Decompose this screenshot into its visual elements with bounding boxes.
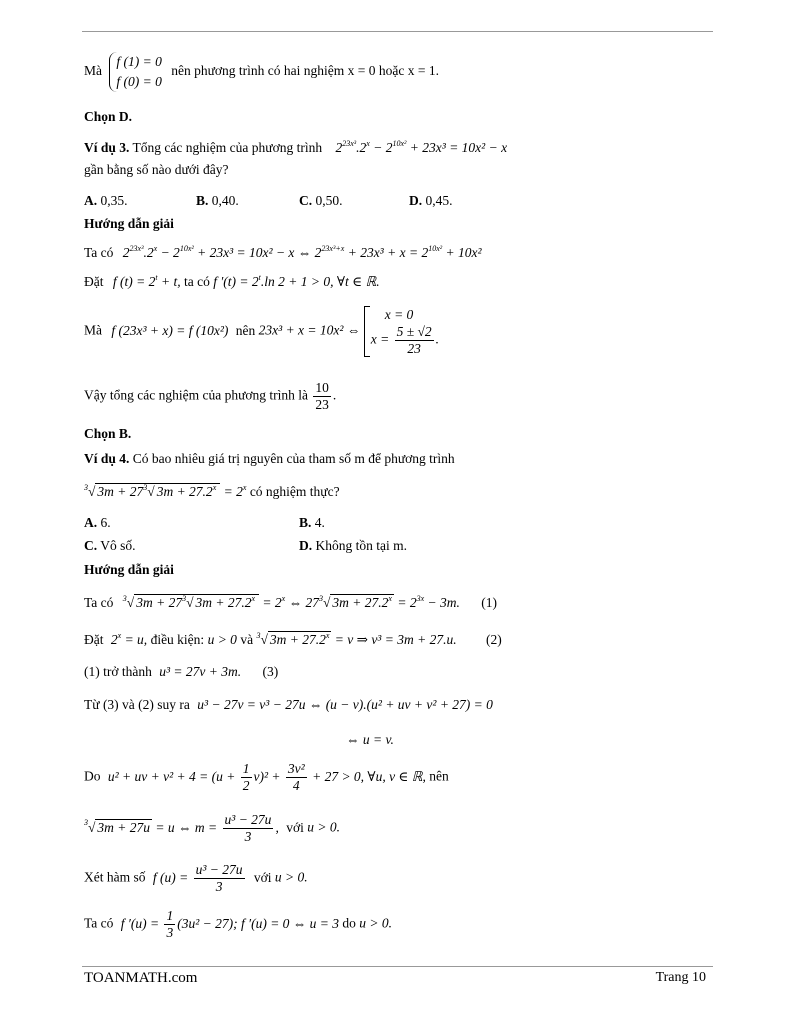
solution-2-line-7: $^3$√ 3m + 27u = u ⇔ m = $\frac{\text{u³ − 27u}}{3}$ , với u > 0.	[84, 812, 340, 844]
example-4-question: Ví dụ 4. Có bao nhiêu giá trị nguyên của tham số m để phương trình	[84, 451, 455, 466]
root-bracket: x = 0 x = $\frac{5 \pm √2}{23}$ .	[364, 306, 445, 357]
solution-2-line-5: ⇔ u = v.	[346, 732, 394, 747]
example-3-equation: $2^{23x^3}.2^x - 2^{10x^2} + 23x^3 = 10x^2 - x$	[335, 138, 508, 155]
solution-2-line-1: Ta có $^3$√ $3m + 27^3√$ $3m + 27.2^x = 2^x$ ⇔ $27^3√$ $3m + 27.2^x = 2^{3x} - 3m$. (1)	[84, 593, 497, 610]
footer-page-number: Trang 10	[655, 970, 706, 985]
solution-2-line-9: Ta có f ′(u) = $\frac{1}{3}$ (3u² − 27); f ′(u) = 0 ⇔ u = 3 do u > 0.	[84, 908, 393, 940]
example-4-equation: $^3$√ $3m + 27^3√$ $3m + 27.2^x = 2^x$ có nghiệm thực?	[84, 482, 340, 499]
text-ma: Mà	[84, 63, 102, 79]
answer-chon-d: Chọn D.	[84, 109, 133, 124]
example-3-question: Ví dụ 3. Tổng các nghiệm của phương trình $2^{23x^3}.2^x - 2^{10x^2} + 23x^3 = 10x^2 - x$	[84, 138, 508, 155]
line-ma-system	[84, 52, 439, 92]
equation-system: f (1) = 0 f (0) = 0	[109, 52, 167, 92]
footer-rule	[82, 966, 713, 967]
solution-2-line-6: Do u² + uv + v² + 4 = (u + $\frac{1}{2}$ v)² + $\frac{\text{3v²}}{4}$ + 27 > 0, ∀u, v ∈ ℝ, nên	[84, 761, 449, 793]
answer-chon-b: Chọn B.	[84, 426, 132, 441]
solution-2-line-3: (1) trở thành u³ = 27v + 3m. (3)	[84, 664, 279, 679]
solution-heading-2: Hướng dẫn giải	[84, 562, 174, 577]
text-two-roots: nên phương trình có hai nghiệm x = 0 hoặc x = 1.	[171, 63, 439, 79]
solution-1-line-1: Ta có $2^{23x^3}.2^x - 2^{10x^2} + 23x^3 = 10x^2 - x$ ⇔ $2^{23x^3+x} + 23x^3 + x = 2^{10x^2} + 10x^2$	[84, 243, 482, 260]
solution-heading-1: Hướng dẫn giải	[84, 216, 174, 231]
solution-1-line-2: Đặt f $(t) = 2^t + t$, ta có f $'(t) = 2^t.\ln$ 2 + 1 > 0, ∀t ∈ ℝ.	[84, 272, 380, 289]
footer-brand: TOANMATH.com	[84, 970, 198, 986]
solution-1-sum: Vậy tổng các nghiệm của phương trình là $\frac{10}{23}$ .	[84, 380, 337, 412]
solution-1-line-3: Mà f (23x³ + x) = f (10x²) nên 23x³ + x = 10x² ⇔ x = 0 x = $\frac{5 \pm √2}{23}$ .	[84, 306, 445, 357]
solution-2-line-8: Xét hàm số f (u) = $\frac{\text{u³ − 27u}}{3}$ với u > 0.	[84, 862, 308, 894]
header-rule	[82, 31, 713, 32]
solution-2-line-4: Từ (3) và (2) suy ra u³ − 27v = v³ − 27u ⇔ (u − v).(u² + uv + v² + 27) = 0	[84, 697, 493, 712]
example-3-continue: gần bằng số nào dưới đây?	[84, 162, 229, 177]
solution-2-line-2: Đặt $2^x = u$, điều kiện: u > 0 và $^3$√ $3m + 27.2^x = v$ ⇒ v³ = 3m + 27.u. (2)	[84, 630, 502, 647]
